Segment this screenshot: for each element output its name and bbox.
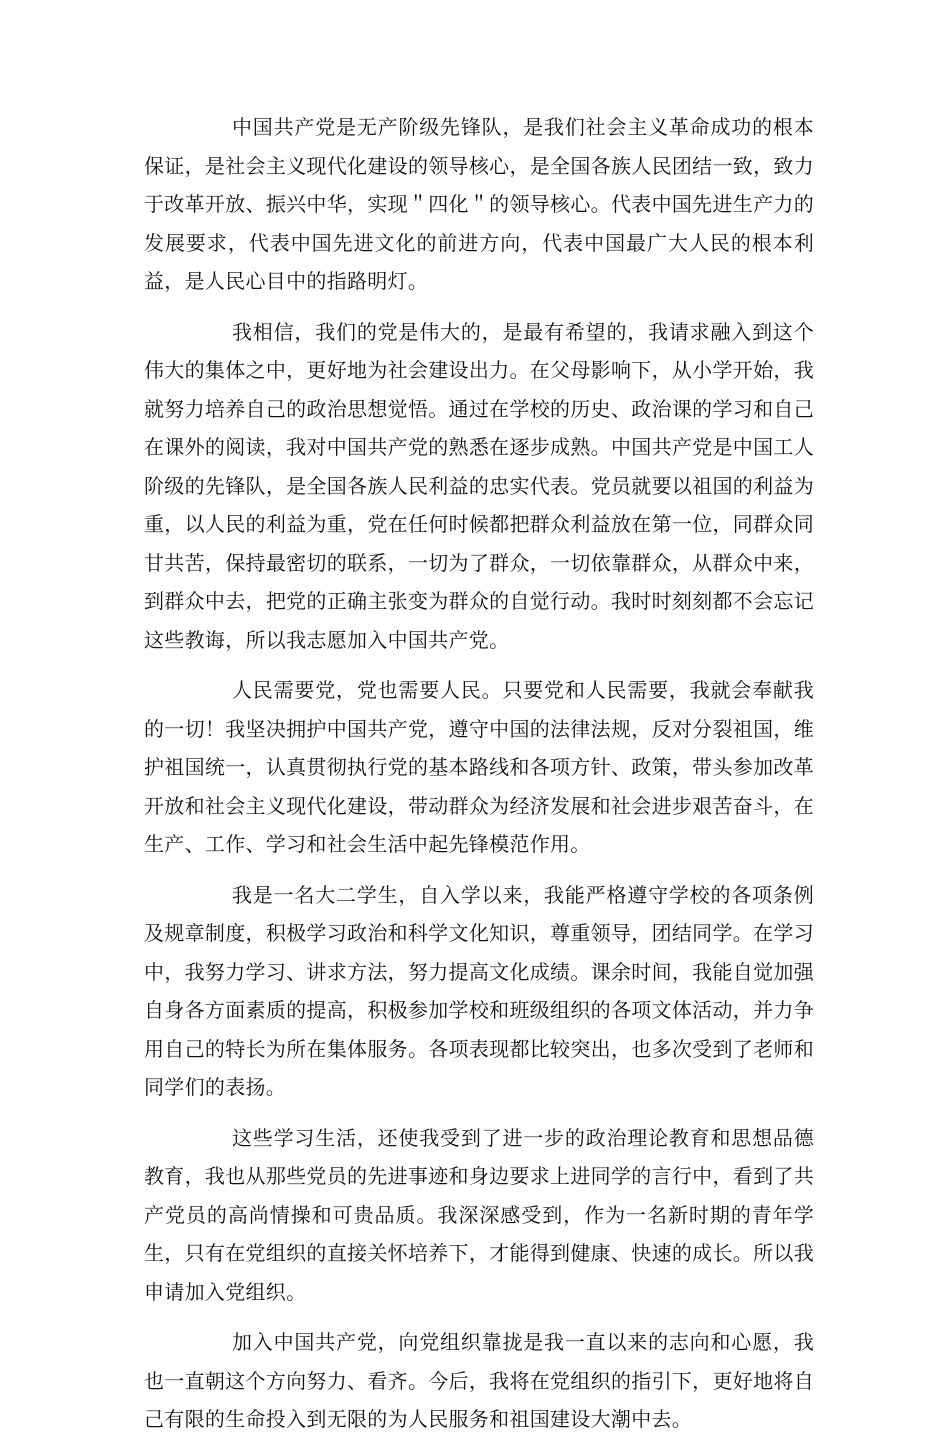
paragraph-3: 人民需要党，党也需要人民。只要党和人民需要，我就会奉献我的一切！我坚决拥护中国共产党，遵守中国的法律法规，反对分裂祖国，维护祖国统一，认真贯彻执行党的基本路线和各项方针、政策，带头参加改革开放和社会主义现代化建设，带动群众为经济发展和社会进步艰苦奋斗，在生产、工作、学习和社会生活中起先锋模范作用。 <box>144 678 814 856</box>
paragraph-1: 中国共产党是无产阶级先锋队，是我们社会主义革命成功的根本保证，是社会主义现代化建设的领导核心，是全国各族人民团结一致，致力于改革开放、振兴中华，实现＂四化＂的领导核心。代表中国先进生产力的发展要求，代表中国先进文化的前进方向，代表中国最广大人民的根本利益，是人民心目中的指路明灯。 <box>144 115 814 293</box>
paragraph-5: 这些学习生活，还使我受到了进一步的政治理论教育和思想品德教育，我也从那些党员的先进事迹和身边要求上进同学的言行中，看到了共产党员的高尚情操和可贵品质。我深深感受到，作为一名新时期的青年学生，只有在党组织的直接关怀培养下，才能得到健康、快速的成长。所以我申请加入党组织。 <box>144 1125 814 1304</box>
document-body <box>144 108 814 1451</box>
paragraph-2: 我相信，我们的党是伟大的，是最有希望的，我请求融入到这个伟大的集体之中，更好地为社会建设出力。在父母影响下，从小学开始，我就努力培养自己的政治思想觉悟。通过在学校的历史、政治课的学习和自己在课外的阅读，我对中国共产党的熟悉在逐步成熟。中国共产党是中国工人阶级的先锋队，是全国各族人民利益的忠实代表。党员就要以祖国的利益为重，以人民的利益为重，党在任何时候都把群众利益放在第一位，同群众同甘共苦，保持最密切的联系，一切为了群众，一切依靠群众，从群众中来，到群众中去，把党的正确主张变为群众的自觉行动。我时时刻刻都不会忘记这些教诲，所以我志愿加入中国共产党。 <box>144 319 814 652</box>
paragraph-6: 加入中国共产党，向党组织靠拢是我一直以来的志向和心愿，我也一直朝这个方向努力、看齐。今后，我将在党组织的指引下，更好地将自己有限的生命投入到无限的为人民服务和祖国建设大潮中去。 <box>144 1330 814 1431</box>
paragraph-4: 我是一名大二学生，自入学以来，我能严格遵守学校的各项条例及规章制度，积极学习政治和科学文化知识，尊重领导，团结同学。在学习中，我努力学习、讲求方法，努力提高文化成绩。课余时间，我能自觉加强自身各方面素质的提高，积极参加学校和班级组织的各项文体活动，并力争用自己的特长为所在集体服务。各项表现都比较突出，也多次受到了老师和同学们的表扬。 <box>144 882 814 1099</box>
